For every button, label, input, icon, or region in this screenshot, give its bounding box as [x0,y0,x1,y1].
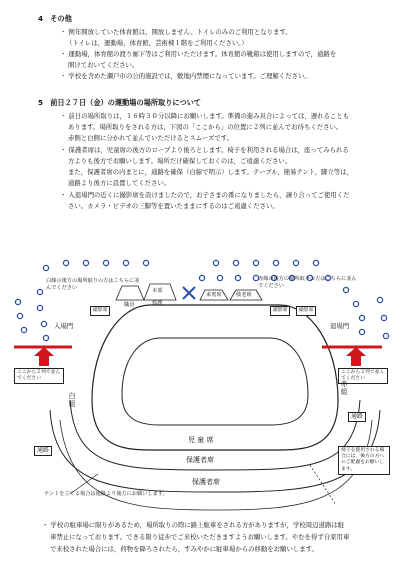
section-5-line: また，保護者席の内まとに，通路を確保（白線で明示）します。テーブル，簡易テント，脚立等は， [68,168,354,176]
footer-line: ・ 学校の駐車場に限りがあるため，場所取りの際に路上駐車をされる方がありますが，学校周辺道路は駐 [42,521,345,529]
waiting-circle [383,333,388,338]
waiting-circle [313,260,318,265]
guardian-seats-label-2: 保護者席 [192,478,220,486]
exit-gate: 退場門 [330,322,350,330]
photo-area-left: 撮影席 [90,306,110,316]
footer-line: 車禁止になっております。できる限り徒歩でご来校いただきますようお願いします。やむを得ず自家用車 [50,533,350,541]
section-5-line: さい。カメラ・ビデオの三脚等を置いたままにするのはご遠慮ください。 [68,202,279,210]
waiting-circle [273,260,278,265]
red-arrow-right [346,347,366,366]
children-rope [70,400,360,470]
section-5-line: 方よりも後方でお願いします。場所だけ確保しておくのは，ご遠慮ください。 [68,157,292,165]
red-arrow-left [34,347,54,366]
waiting-circle [381,315,386,320]
entrance-gate: 入場門 [54,322,74,330]
tent-rescue-label: 救護 [152,300,163,306]
waiting-circle [43,265,48,270]
waiting-circle [293,260,298,265]
waiting-circle [63,260,68,265]
waiting-circle [235,275,240,280]
crossed-flags-icon [183,287,195,299]
waiting-circle [359,315,364,320]
section-5-line: ・ 前日の場所取りは，１６時３０分以降にお願いします。準備の進み具合によっては，遅れることも [60,112,350,120]
section-4-line: ・ 学校を含めた瀬戸市の公的施設では，敷地内禁煙になっています。ご理解ください。 [60,72,311,80]
waiting-circle [43,335,48,340]
waiting-circle [83,260,88,265]
section-4-line: 開けておいてください。 [68,61,139,69]
here-right-box: ここから２列で並んでください [338,368,388,384]
section-5-heading: 5 前日２７日（金）の運動場の場所取りについて [38,98,201,107]
tent-hq-label: 本部 [152,288,163,294]
aisle-left-label: 通路 [34,446,52,456]
white-team-label: 白組 [68,392,76,408]
waiting-circle [21,327,26,332]
waiting-circle [37,305,42,310]
children-seats-label: 児 童 席 [188,436,214,444]
waiting-circle [359,329,364,334]
waiting-circle [143,260,148,265]
waiting-circle [233,260,238,265]
waiting-circle [217,275,222,280]
waiting-circle [253,260,258,265]
section-4-heading: 4 その他 [38,14,72,23]
chair-note-box: 椅子を使用される場合には，後方の方へのご配慮をお願いします。 [338,446,390,475]
section-5-line: あります。場所取りをされる方は，下図の「ここから」の位置に２列に並んでお待ちください。 [68,123,343,131]
section-4-line: ・ 例年開放していた体育館は，開放しません。トイレのみのご利用となります。 [60,28,292,36]
section-5-line: ・ 入退場門の近くに撮影席を設けましたので，お子さまの番になりましたら，譲り合ってご使用くだ [60,191,350,199]
section-5-line: 通路より後方に設置してください。 [68,179,171,187]
waiting-circle [123,260,128,265]
waiting-circle [199,275,204,280]
pointer-line [310,465,336,505]
note-right: 赤線の後方の場所取りの方はこちらに並んでください [258,276,357,289]
section-4-line: （トイレは，運動場，体育館，芸術棟１階をご利用ください。） [66,39,248,47]
here-left-box: ここから２列で並んでください [14,368,64,384]
tent-pta-label: 敬老席 [236,292,252,298]
aisle-right-label: 通路 [348,412,366,422]
photo-area-right-2: 撮影席 [296,306,316,316]
track-inner [122,338,308,425]
section-5-line: 赤側と白側に分かれて並んでいただけるとスムーズです。 [68,134,234,142]
waiting-circle [37,289,42,294]
guardian-seats-label: 保護者席 [186,456,214,464]
waiting-circle [353,301,358,306]
waiting-circle [17,313,22,318]
waiting-circle [377,297,382,302]
tent-note: テントを立てる場合は通路より後方にお願いします。 [44,491,168,497]
track-outer [92,305,338,450]
waiting-circle [15,299,20,304]
waiting-circle [213,260,218,265]
photo-area-right: 撮影席 [270,306,290,316]
note-left: 白線の後方の場所取りの方はこちらに並んでください [46,278,140,291]
section-4-line: ・ 運動場，体育館の渡り廊下等はご利用いただけます。体育館の靴箱は使用しますので，通路を [60,50,337,58]
tent-guest-label: 来賓席 [206,292,222,298]
section-5-line: ・ 保護者席は，児童席の後方のロープより後ろとします。椅子を利用される場合は，座ってみられる [60,146,349,154]
waiting-circle [103,260,108,265]
red-team-label: 赤組 [340,380,348,396]
waiting-circle [41,321,46,326]
footer-line: で来校された場合には，荷物を降ろされたら，すみやかに駐車場からの移動をお願いします。 [50,545,318,553]
tent-staff-label: 職員 [124,302,135,308]
